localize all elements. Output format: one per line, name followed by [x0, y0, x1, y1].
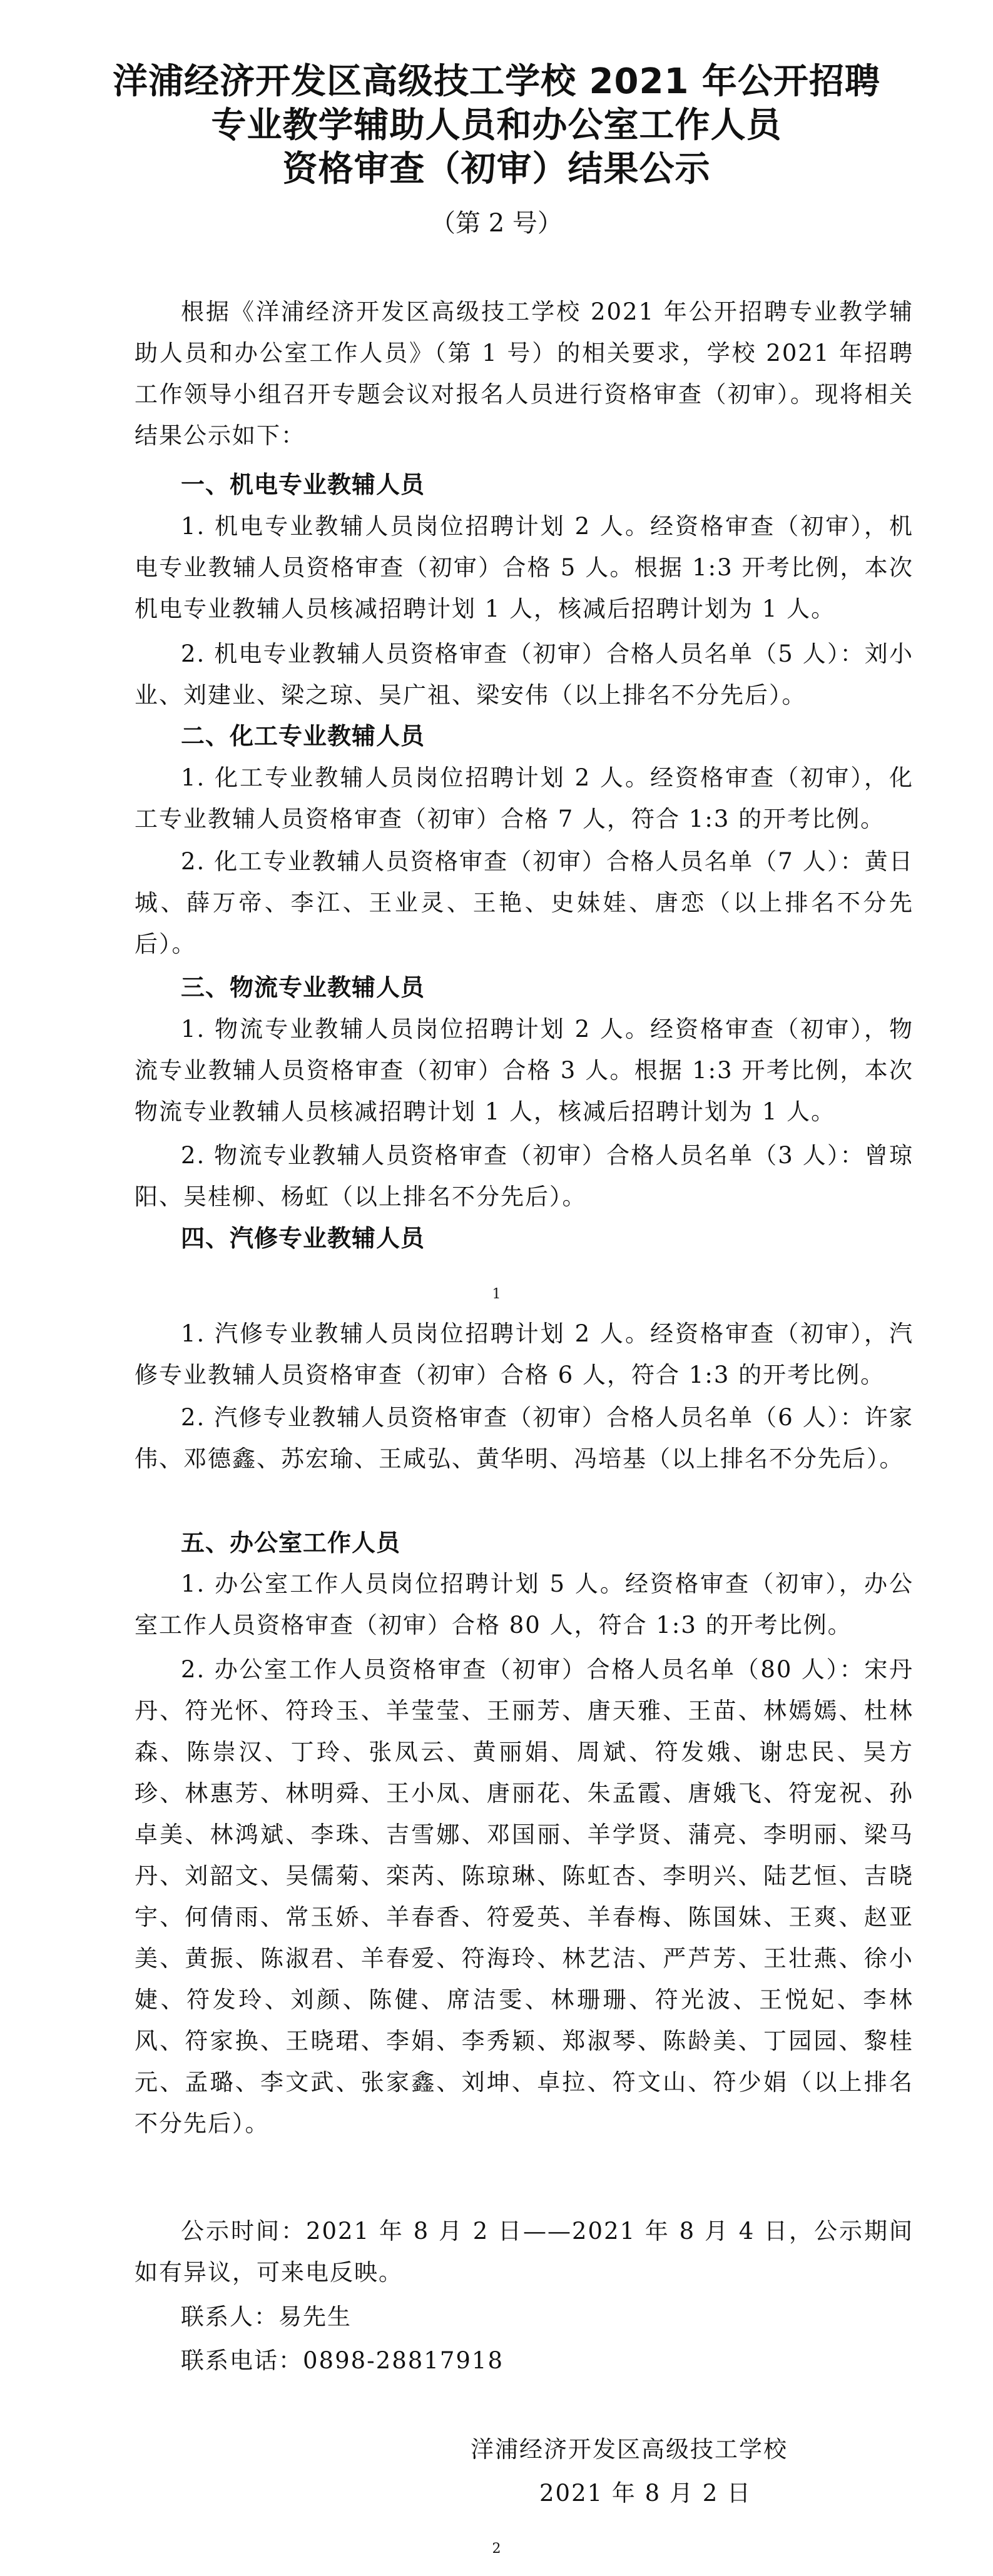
contact-person: 联系人：易先生: [181, 2303, 352, 2330]
section-3-heading: 三、物流专业教辅人员: [181, 974, 425, 1001]
section-1-heading: 一、机电专业教辅人员: [181, 471, 425, 498]
signature-organization: 洋浦经济开发区高级技工学校: [471, 2436, 788, 2463]
section-1-item-2: 2. 机电专业教辅人员资格审查（初审）合格人员名单（5 人）：刘小业、刘建业、梁之琼、吴广祖、梁安伟（以上排名不分先后）。: [135, 640, 914, 709]
section-2-item-2: 2. 化工专业教辅人员资格审查（初审）合格人员名单（7 人）：黄日城、薛万帝、李江、王业灵、王艳、史妹娃、唐恋（以上排名不分先后）。: [135, 848, 914, 957]
section-1-item-1: 1. 机电专业教辅人员岗位招聘计划 2 人。经资格审查（初审），机电专业教辅人员资格审查（初审）合格 5 人。根据 1:3 开考比例，本次机电专业教辅人员核减招聘计划 1 人，核减后招聘计划为 1 人。: [135, 513, 914, 622]
section-4-heading: 四、汽修专业教辅人员: [181, 1225, 425, 1252]
section-5-item-1: 1. 办公室工作人员岗位招聘计划 5 人。经资格审查（初审），办公室工作人员资格审查（初审）合格 80 人，符合 1:3 的开考比例。: [135, 1570, 914, 1639]
section-5-heading: 五、办公室工作人员: [181, 1529, 401, 1557]
page-number-1: 1: [492, 1286, 501, 1302]
doc-issue-number: （第 2 号）: [430, 209, 563, 238]
section-3-item-1: 1. 物流专业教辅人员岗位招聘计划 2 人。经资格审查（初审），物流专业教辅人员资格审查（初审）合格 3 人。根据 1:3 开考比例，本次物流专业教辅人员核减招聘计划 1 人，核减后招聘计划为 1 人。: [135, 1016, 914, 1125]
page-number-2: 2: [492, 2541, 501, 2557]
section-5-item-2: 2. 办公室工作人员资格审查（初审）合格人员名单（80 人）：宋丹丹、符光怀、符玲玉、羊莹莹、王丽芳、唐天雅、王苗、林嫣嫣、杜林森、陈崇汉、丁玲、张凤云、黄丽娟、周斌、符发娥、谢忠民、吴方珍、林惠芳、林明舜、王小凤、唐丽花、朱孟霞、唐娥飞、符宠祝、孙卓美、林鸿斌、李珠、吉雪娜、邓国丽、羊学贤、蒲亮、李明丽、梁马丹、刘韶文、吴儒菊、栾芮、陈琼琳、陈虹杏、李明兴、陆艺恒、吉晓宇、何倩雨、常玉娇、羊春香、符爱英、羊春梅、陈国妹、王爽、赵亚美、黄振、陈淑君、羊春爱、符海玲、林艺洁、严芦芳、王壮燕、徐小婕、符发玲、刘颜、陈健、席洁雯、林珊珊、符光波、王悦妃、李林风、符家换、王晓珺、李娟、李秀颖、郑淑琴、陈龄美、丁园园、黎桂元、孟璐、李文武、张家鑫、刘坤、卓拉、符文山、符少娟（以上排名不分先后）。: [135, 1656, 914, 2137]
section-2-item-1: 1. 化工专业教辅人员岗位招聘计划 2 人。经资格审查（初审），化工专业教辅人员资格审查（初审）合格 7 人，符合 1:3 的开考比例。: [135, 764, 914, 832]
contact-phone: 联系电话：0898-28817918: [181, 2347, 504, 2374]
section-2-heading: 二、化工专业教辅人员: [181, 722, 425, 750]
doc-title-line-2: 专业教学辅助人员和办公室工作人员: [211, 105, 782, 146]
intro-paragraph: 根据《洋浦经济开发区高级技工学校 2021 年公开招聘专业教学辅助人员和办公室工作人员》（第 1 号）的相关要求，学校 2021 年招聘工作领导小组召开专题会议对报名人员进行资格审查（初审）。现将相关结果公示如下：: [135, 298, 914, 449]
notice-paragraph: 公示时间：2021 年 8 月 2 日——2021 年 8 月 4 日，公示期间如有异议，可来电反映。: [135, 2218, 914, 2286]
doc-title-line-3: 资格审查（初审）结果公示: [282, 149, 711, 189]
signature-date: 2021 年 8 月 2 日: [539, 2480, 752, 2507]
doc-title-line-1: 洋浦经济开发区高级技工学校 2021 年公开招聘: [113, 61, 880, 102]
section-3-item-2: 2. 物流专业教辅人员资格审查（初审）合格人员名单（3 人）：曾琼阳、吴桂柳、杨虹（以上排名不分先后）。: [135, 1142, 914, 1210]
section-4-item-2: 2. 汽修专业教辅人员资格审查（初审）合格人员名单（6 人）：许家伟、邓德鑫、苏宏瑜、王咸弘、黄华明、冯培基（以上排名不分先后）。: [135, 1404, 914, 1472]
section-4-item-1: 1. 汽修专业教辅人员岗位招聘计划 2 人。经资格审查（初审），汽修专业教辅人员资格审查（初审）合格 6 人，符合 1:3 的开考比例。: [135, 1320, 914, 1388]
